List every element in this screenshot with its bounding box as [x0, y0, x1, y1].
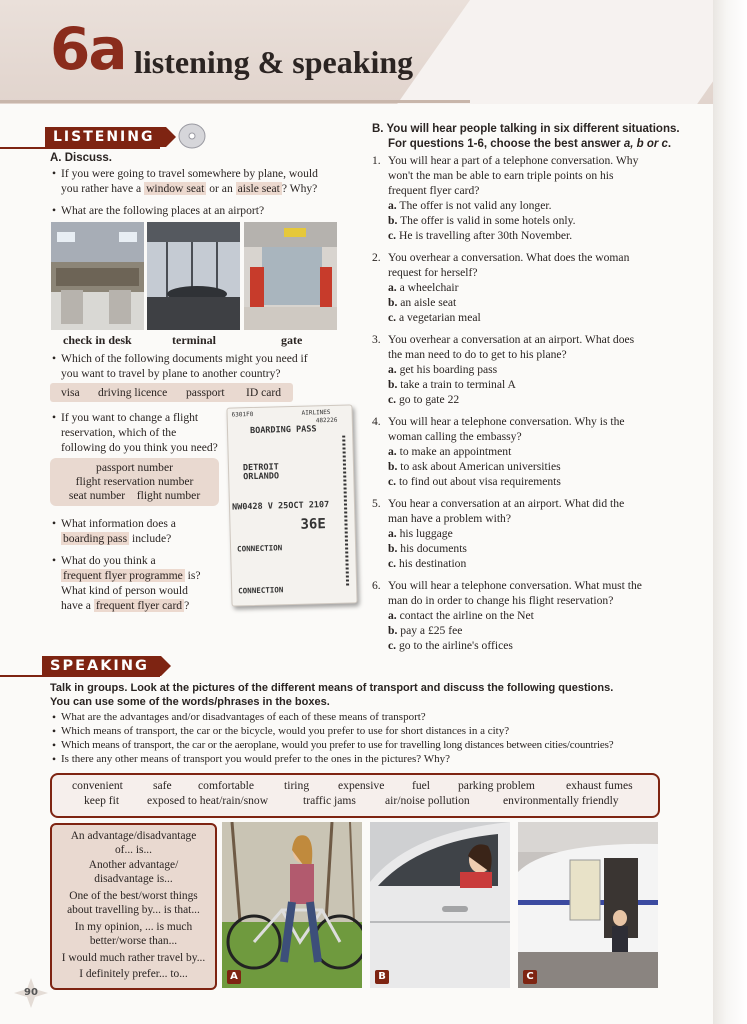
answer-option: c. to find out about visa requirements — [388, 475, 561, 488]
speaking-question-3: Which means of transport, the car or the aeroplane, would you prefer to use for travelling long distances between cities/countries? — [61, 739, 614, 751]
question-seat-line1: If you were going to travel somewhere by plane, would — [61, 167, 318, 180]
caption-terminal: terminal — [172, 333, 216, 347]
answer-option: c. go to the airline's offices — [388, 639, 513, 652]
question-text-line: the man need to do to get to his plane? — [388, 348, 567, 361]
boarding-pass-title: BOARDING PASS — [249, 424, 317, 437]
photo-letter-b: B — [375, 970, 389, 984]
question-text-line: You overhear a conversation. What does the woman — [388, 251, 630, 264]
doc-driving-licence: driving licence — [98, 386, 168, 399]
header-rule — [0, 100, 470, 103]
question-documents-line1: Which of the following documents might you need if — [61, 352, 308, 365]
section-b-title-line2: For questions 1-6, choose the best answer a, b or c. — [388, 138, 672, 150]
answer-option: c. He is travelling after 30th November. — [388, 229, 573, 242]
question-boarding-line2: boarding pass include? — [63, 532, 172, 545]
cd-icon — [177, 122, 207, 150]
doc-visa: visa — [61, 386, 80, 399]
bullet: • — [52, 167, 57, 180]
word: convenient — [72, 779, 123, 792]
answer-option: a. a wheelchair — [388, 281, 459, 294]
answer-option: c. go to gate 22 — [388, 393, 460, 406]
highlight-window-seat: window seat — [146, 182, 205, 195]
item-flight-reservation-number: flight reservation number — [75, 475, 194, 488]
page-number: 90 — [24, 987, 38, 998]
unit-number: 6a — [50, 15, 126, 83]
bullet: • — [52, 411, 57, 424]
photo-bicycle — [222, 822, 362, 988]
highlight-frequent-flyer-programme: frequent flyer programme — [63, 569, 183, 582]
answer-option: b. an aisle seat — [388, 296, 457, 309]
doc-id-card: ID card — [246, 386, 282, 399]
listening-rule — [0, 147, 160, 149]
question-documents-line2: you want to travel by plane to another country? — [61, 367, 281, 380]
speaking-tag: SPEAKING — [42, 656, 161, 676]
question-change-line3: following do you think you need? — [61, 441, 218, 454]
caption-gate: gate — [281, 333, 303, 347]
word: parking problem — [458, 779, 535, 792]
word: comfortable — [198, 779, 255, 792]
photo-letter-c: C — [523, 970, 537, 984]
word: tiring — [284, 779, 310, 792]
question-number: 1. — [372, 154, 381, 167]
answer-option: c. his destination — [388, 557, 467, 570]
question-places: What are the following places at an airport? — [61, 204, 265, 217]
speaking-question-2: Which means of transport, the car or the bicycle, would you prefer to use for short distances in a city? — [61, 725, 510, 737]
question-text-line: frequent flyer card? — [388, 184, 480, 197]
highlight-boarding-pass: boarding pass — [63, 532, 128, 545]
question-number: 4. — [372, 415, 381, 428]
section-b-title-line1: B. You will hear people talking in six different situations. — [372, 123, 680, 135]
caption-check-in-desk: check in desk — [63, 333, 132, 347]
useful-phrases-box: An advantage/disadvantage of... is... Another advantage/ disadvantage is... One of the best/worst things about travelling by... is that... In my opinion, ... is much better/worse than... I would much rather travel by... I definitely prefer... to... — [50, 823, 217, 990]
doc-passport: passport — [186, 386, 225, 399]
bullet: • — [52, 517, 57, 530]
listening-tag: LISTENING — [45, 127, 166, 147]
word: environmentally friendly — [503, 794, 619, 807]
question-text-line: You will hear a telephone conversation. What must the — [388, 579, 642, 592]
photo-car — [370, 822, 510, 988]
speaking-intro-line2: You can use some of the words/phrases in the boxes. — [50, 696, 330, 708]
word: safe — [153, 779, 172, 792]
question-number: 5. — [372, 497, 381, 510]
highlight-aisle-seat: aisle seat — [237, 182, 280, 195]
vocabulary-box — [50, 773, 660, 818]
speaking-question-4: Is there any other means of transport you would prefer to the ones in the pictures? Why? — [61, 753, 450, 765]
bullet: • — [52, 352, 57, 365]
question-number: 2. — [372, 251, 381, 264]
photo-terminal — [147, 222, 240, 330]
question-text-line: request for herself? — [388, 266, 478, 279]
answer-option: b. his documents — [388, 542, 467, 555]
answer-option: a. to make an appointment — [388, 445, 512, 458]
bullet: • — [52, 725, 57, 738]
page-edge — [713, 0, 747, 1024]
photo-check-in-desk — [51, 222, 144, 330]
question-flyer-line3: What kind of person would — [61, 584, 188, 597]
section-a-title: A. Discuss. — [50, 152, 112, 164]
question-text-line: man have a problem with? — [388, 512, 511, 525]
speaking-question-1: What are the advantages and/or disadvantages of each of these means of transport? — [61, 711, 426, 723]
question-text-line: You hear a conversation at an airport. What did the — [388, 497, 625, 510]
needed-items-box — [50, 458, 219, 506]
answer-option: b. take a train to terminal A — [388, 378, 516, 391]
question-flyer-line1: What do you think a — [61, 554, 156, 567]
question-text-line: won't the man be able to earn triple points on his — [388, 169, 614, 182]
question-text-line: You overhear a conversation at an airport. What does — [388, 333, 635, 346]
question-number: 3. — [372, 333, 381, 346]
question-seat-line2: you rather have a window seat or an aisle seat ? Why? — [61, 182, 318, 195]
item-passport-number: passport number — [96, 461, 173, 474]
highlight-frequent-flyer-card: frequent flyer card — [95, 599, 183, 612]
question-text-line: woman calling the embassy? — [388, 430, 522, 443]
question-text-line: man do in order to change his flight reservation? — [388, 594, 614, 607]
question-change-line2: reservation, which of the — [61, 426, 177, 439]
bullet: • — [52, 739, 57, 752]
photo-letter-a: A — [227, 970, 241, 984]
answer-option: a. The offer is not valid any longer. — [388, 199, 552, 212]
bullet: • — [52, 554, 57, 567]
answer-option: c. a vegetarian meal — [388, 311, 481, 324]
question-boarding-line1: What information does a — [61, 517, 176, 530]
word: air/noise pollution — [385, 794, 470, 807]
item-seat-flight-number: seat number flight number — [68, 489, 201, 502]
question-number: 6. — [372, 579, 381, 592]
boarding-pass-image: 6301F0 AIRLINES 482226 BOARDING PASS DETROIT ORLANDO NW0428 V 25OCT 2107 36E CONNECTION CONNECTION — [226, 404, 357, 606]
word: fuel — [412, 779, 431, 792]
question-text-line: You will hear a telephone conversation. Why is the — [388, 415, 625, 428]
word: expensive — [338, 779, 385, 792]
answer-option: b. The offer is valid in some hotels only. — [388, 214, 576, 227]
unit-title: listening & speaking — [134, 44, 414, 80]
word: exhaust fumes — [566, 779, 633, 792]
question-text-line: You will hear a part of a telephone conversation. Why — [388, 154, 639, 167]
question-change-line1: If you want to change a flight — [61, 411, 199, 424]
answer-option: b. to ask about American universities — [388, 460, 561, 473]
bullet: • — [52, 753, 57, 766]
bullet: • — [52, 204, 57, 217]
question-flyer-line2: frequent flyer programme is? — [63, 569, 201, 582]
question-flyer-line4: have a frequent flyer card ? — [61, 599, 190, 612]
answer-option: a. contact the airline on the Net — [388, 609, 534, 622]
answer-option: a. his luggage — [388, 527, 453, 540]
photo-aeroplane — [518, 822, 658, 988]
header-stripe — [397, 0, 713, 104]
speaking-intro-line1: Talk in groups. Look at the pictures of the different means of transport and discuss the following questions. — [50, 682, 614, 694]
photo-gate — [244, 222, 337, 330]
word: exposed to heat/rain/snow — [147, 794, 269, 807]
word: keep fit — [84, 794, 120, 807]
answer-option: a. get his boarding pass — [388, 363, 498, 376]
documents-box — [50, 383, 293, 402]
answer-option: b. pay a £25 fee — [388, 624, 463, 637]
bullet: • — [52, 711, 57, 724]
word: traffic jams — [303, 794, 356, 807]
